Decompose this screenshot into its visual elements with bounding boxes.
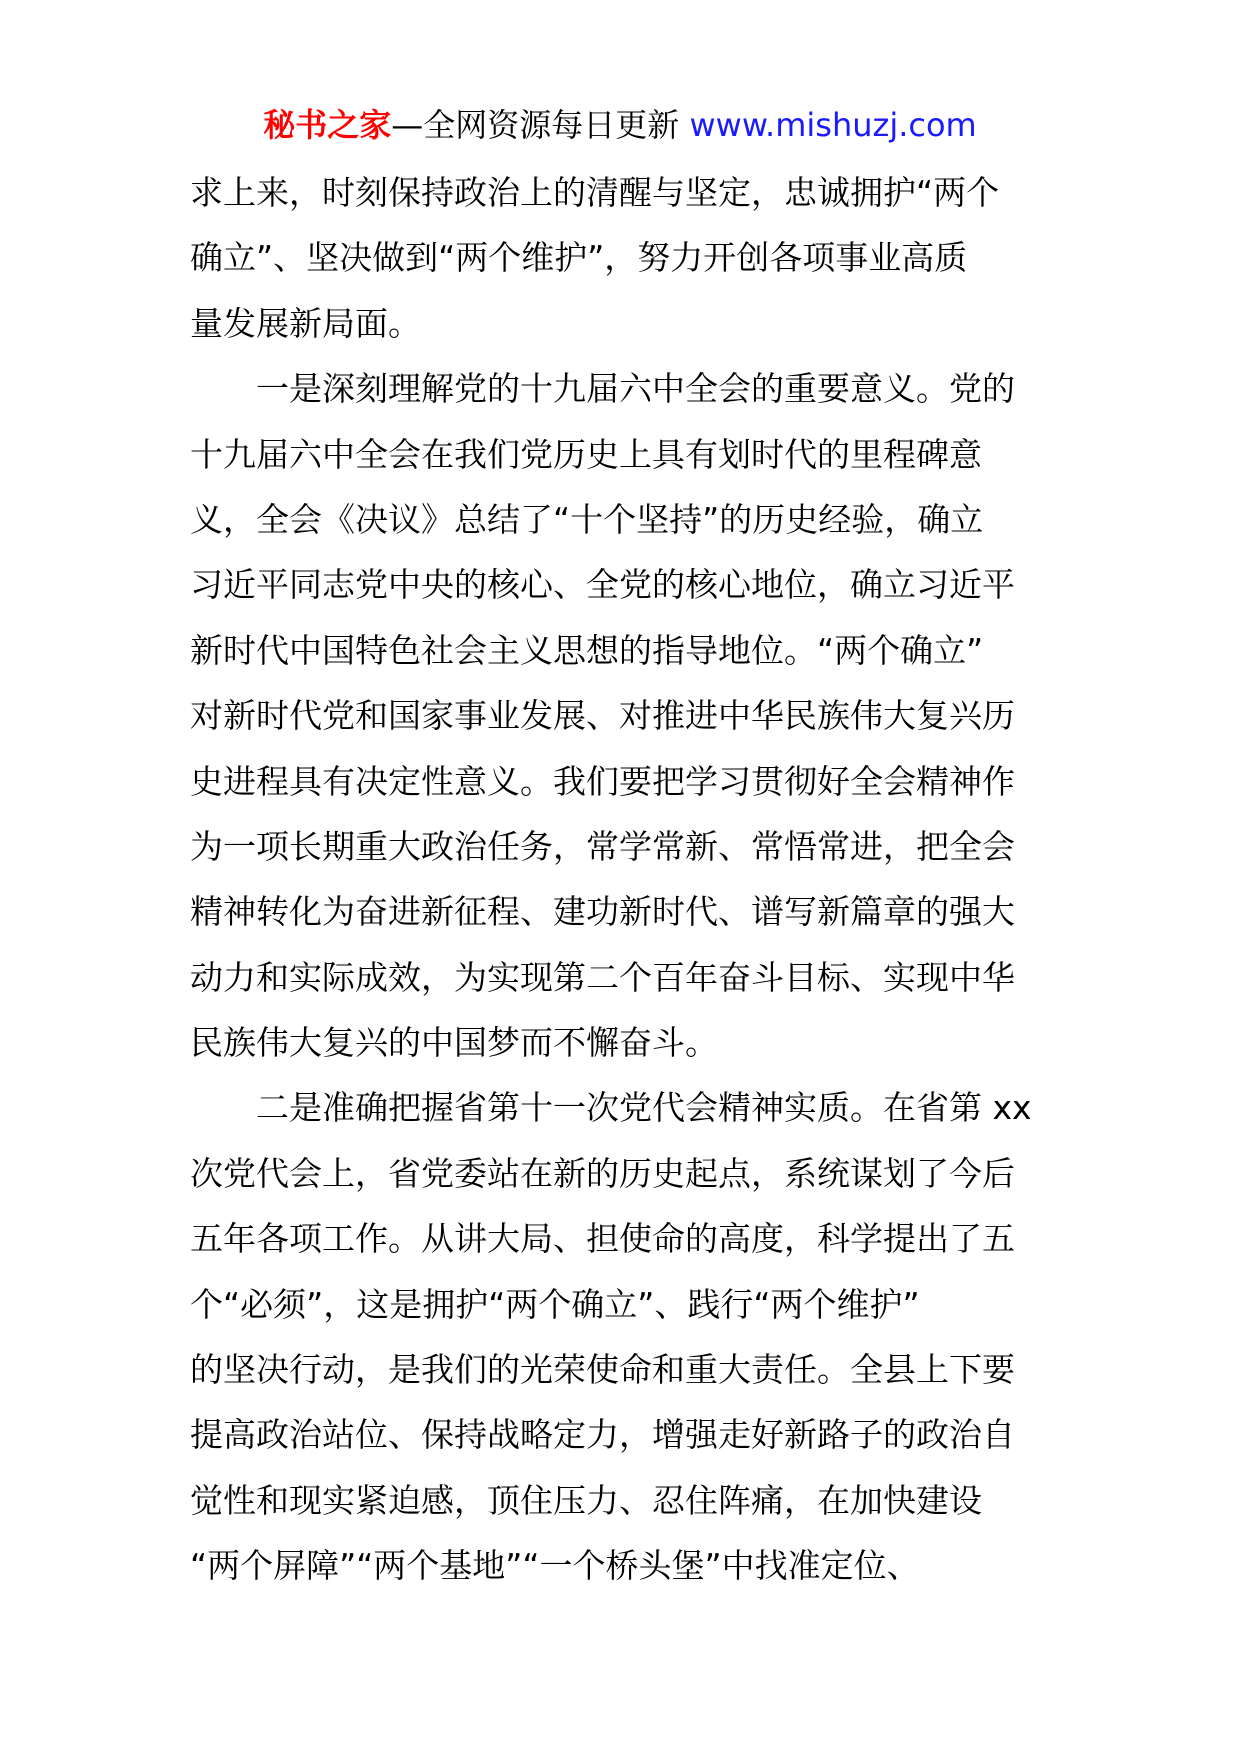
text-line: 的坚决行动，是我们的光荣使命和重大责任。全县上下要 bbox=[190, 1350, 1015, 1390]
text-line: 史进程具有决定性意义。我们要把学习贯彻好全会精神作 bbox=[190, 761, 1015, 801]
site-tagline: —全网资源每日更新 bbox=[391, 106, 690, 144]
text-line: 提高政治站位、保持战略定力，增强走好新路子的政治自 bbox=[190, 1415, 1015, 1455]
text-line: 确立”、坚决做到“两个维护”，努力开创各项事业高质 bbox=[190, 238, 968, 278]
paragraph-start-line: 一是深刻理解党的十九届六中全会的重要意义。党的 bbox=[256, 369, 1015, 409]
text-line: 动力和实际成效，为实现第二个百年奋斗目标、实现中华 bbox=[190, 957, 1015, 997]
text-line: 量发展新局面。 bbox=[190, 303, 421, 343]
text-line: 个“必须”，这是拥护“两个确立”、践行“两个维护” bbox=[190, 1284, 920, 1324]
text-line: 对新时代党和国家事业发展、对推进中华民族伟大复兴历 bbox=[190, 696, 1015, 736]
text-line: 为一项长期重大政治任务，常学常新、常悟常进，把全会 bbox=[190, 826, 1015, 866]
text-line: 五年各项工作。从讲大局、担使命的高度，科学提出了五 bbox=[190, 1219, 1015, 1259]
text-line: 十九届六中全会在我们党历史上具有划时代的里程碑意 bbox=[190, 434, 982, 474]
text-line: 觉性和现实紧迫感，顶住压力、忍住阵痛，在加快建设 bbox=[190, 1480, 982, 1520]
text-line: “两个屏障”“两个基地”“一个桥头堡”中找准定位、 bbox=[190, 1546, 920, 1586]
document-body bbox=[190, 160, 1058, 1599]
paragraph-start-line: 二是准确把握省第十一次党代会精神实质。在省第 xx bbox=[256, 1088, 1032, 1128]
text-line: 义，全会《决议》总结了“十个坚持”的历史经验，确立 bbox=[190, 499, 984, 539]
text-line: 求上来，时刻保持政治上的清醒与坚定，忠诚拥护“两个 bbox=[190, 173, 1000, 212]
site-brand: 秘书之家 bbox=[263, 106, 392, 144]
text-line: 精神转化为奋进新征程、建功新时代、谱写新篇章的强大 bbox=[190, 892, 1015, 932]
site-url-link[interactable]: www.mishuzj.com bbox=[689, 106, 977, 144]
site-header bbox=[0, 102, 1240, 148]
text-line: 民族伟大复兴的中国梦而不懈奋斗。 bbox=[190, 1023, 718, 1063]
text-line: 习近平同志党中央的核心、全党的核心地位，确立习近平 bbox=[190, 565, 1015, 605]
text-line: 新时代中国特色社会主义思想的指导地位。“两个确立” bbox=[190, 630, 984, 670]
text-line: 次党代会上，省党委站在新的历史起点，系统谋划了今后 bbox=[190, 1153, 1015, 1193]
